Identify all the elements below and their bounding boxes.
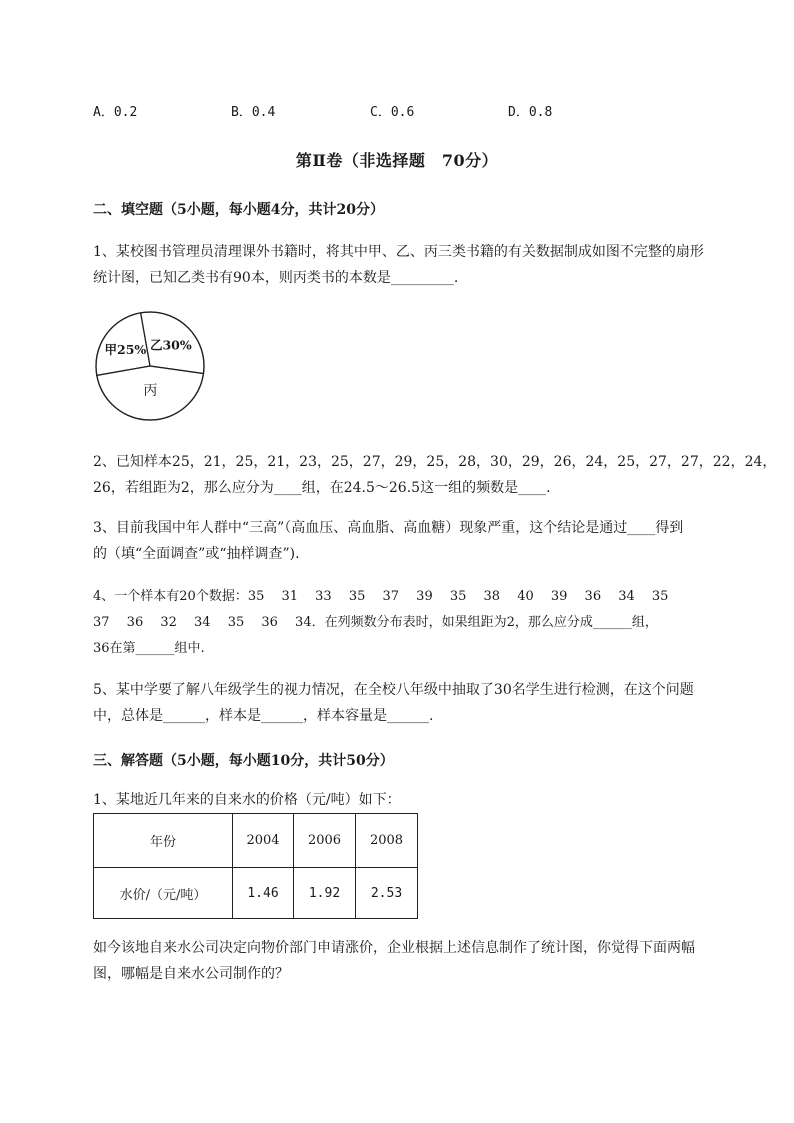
table-cell: 年份 <box>94 814 233 868</box>
answer-question-1-intro: 1、某地近几年来的自来水的价格（元/吨）如下： <box>93 792 401 808</box>
question-line: 中，总体是______，样本是______，样本容量是______. <box>93 708 434 724</box>
pie-label-丙: 丙 <box>143 382 158 399</box>
pie-label-乙: 乙30% <box>149 337 192 353</box>
table-cell: 2008 <box>356 814 418 868</box>
question-line: 如今该地自来水公司决定向物价部门申请涨价，企业根据上述信息制作了统计图，你觉得下面两幅 <box>93 940 695 956</box>
question-line: 的（填“全面调查”或“抽样调查”). <box>93 546 300 562</box>
table-row <box>94 814 418 868</box>
question-line: 2、已知样本25，21，25，21，23，25，27，29，25，28，30，29，26，24，25，27，27，22，24， <box>93 454 777 470</box>
question-line: 37 36 32 34 35 36 34．在列频数分布表时，如果组距为2，那么应分成______组， <box>93 615 658 630</box>
question-line: 3、目前我国中年人群中“三高”（高血压、高血脂、高血糖）现象严重，这个结论是通过____得到 <box>93 520 684 536</box>
section-2-heading: 二、填空题（5小题，每小题4分，共计20分） <box>93 202 384 218</box>
table-cell: 1.92 <box>294 868 356 919</box>
question-line: 4、一个样本有20个数据：35 31 33 35 37 39 35 38 40 39 36 34 35 <box>93 589 669 604</box>
part-title: 第Ⅱ卷（非选择题 70分） <box>295 151 499 170</box>
option-a: A．0.2 <box>93 105 138 120</box>
question-line: 统计图，已知乙类书有90本，则丙类书的本数是_________. <box>93 270 459 286</box>
water-price-table <box>93 813 418 919</box>
option-d: D．0.8 <box>508 105 553 120</box>
question-line: 5、某中学要了解八年级学生的视力情况，在全校八年级中抽取了30名学生进行检测，在这个问题 <box>93 682 694 698</box>
fill-question-2 <box>93 449 776 501</box>
pie-label-甲: 甲25% <box>104 341 147 357</box>
pie-chart <box>92 311 208 421</box>
section-3-heading: 三、解答题（5小题，每小题10分，共计50分） <box>93 753 394 769</box>
fill-question-5 <box>93 677 694 729</box>
table-cell: 2006 <box>294 814 356 868</box>
fill-question-3 <box>93 515 683 567</box>
table-cell: 2.53 <box>356 868 418 919</box>
option-c: C．0.6 <box>370 105 415 120</box>
question-line: 36在第______组中. <box>93 641 205 656</box>
table-cell: 1.46 <box>233 868 294 919</box>
table-row <box>94 868 418 919</box>
fill-question-4 <box>93 584 668 662</box>
option-b: B．0.4 <box>231 105 276 120</box>
question-line: 1、某校图书管理员清理课外书籍时，将其中甲、乙、丙三类书籍的有关数据制成如图不完整的扇形 <box>93 244 704 260</box>
table-cell: 水价/（元/吨） <box>94 868 233 919</box>
answer-question-1-text <box>93 935 695 987</box>
question-line: 26，若组距为2，那么应分为____组，在24.5～26.5这一组的频数是____. <box>93 480 551 496</box>
table-cell: 2004 <box>233 814 294 868</box>
pie-slices <box>96 312 204 420</box>
fill-question-1 <box>93 239 704 291</box>
question-line: 图，哪幅是自来水公司制作的？ <box>93 966 289 982</box>
